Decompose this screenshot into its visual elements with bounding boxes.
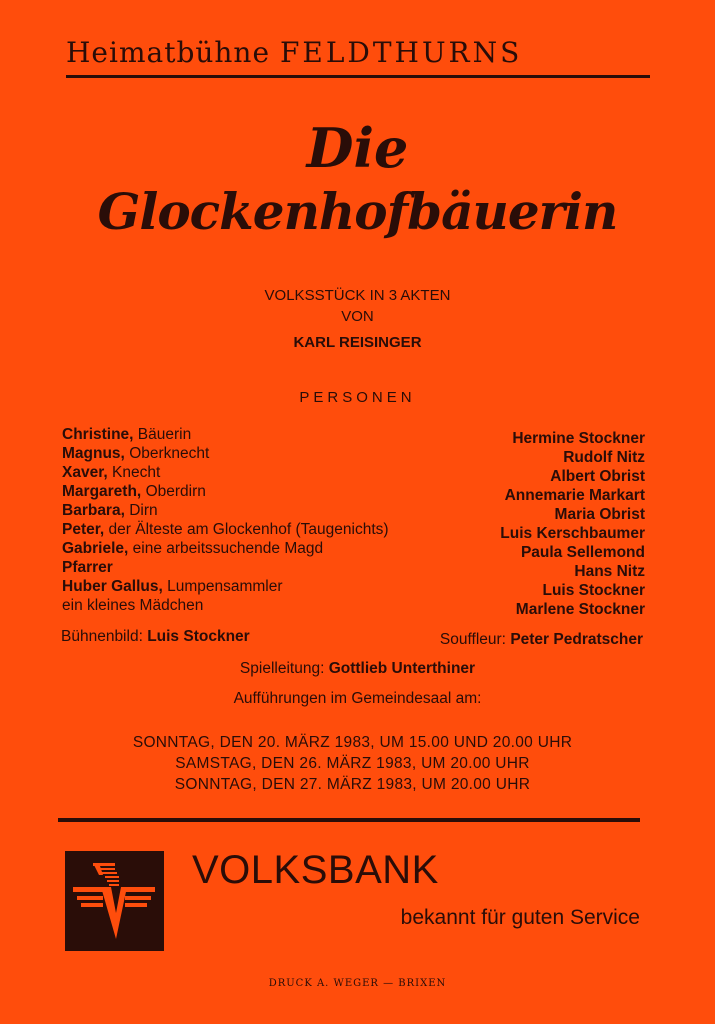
- role-desc: Dirn: [129, 502, 158, 519]
- director-name: Gottlieb Unterthiner: [328, 660, 476, 677]
- performance-date: SONNTAG, DEN 27. MÄRZ 1983, UM 20.00 UHR: [174, 776, 531, 793]
- role-row: [62, 558, 389, 577]
- performances-intro: Aufführungen im Gemeindesaal am:: [233, 690, 482, 707]
- actor-name: Marlene Stockner: [515, 601, 645, 618]
- role-desc: Lumpensammler: [167, 578, 283, 595]
- role-desc: Oberknecht: [129, 445, 210, 462]
- eagle-v-icon: [65, 851, 164, 951]
- stage-design-label: Bühnenbild:: [61, 628, 143, 645]
- stage-design-credit: [61, 628, 250, 646]
- director-label: Spielleitung:: [239, 660, 325, 677]
- prompter-credit: [440, 631, 643, 649]
- role-name: Magnus,: [62, 445, 125, 462]
- role-row: [62, 482, 389, 501]
- actor-name: Albert Obrist: [550, 468, 645, 485]
- actor-name: Hermine Stockner: [512, 430, 645, 447]
- role-row: [62, 463, 389, 482]
- performance-dates: [0, 732, 710, 795]
- play-title-line1: Die: [306, 116, 409, 180]
- stage-design-name: Luis Stockner: [147, 628, 250, 645]
- role-row: [62, 501, 389, 520]
- roles-list: [62, 425, 389, 615]
- actor-name: Luis Stockner: [542, 582, 645, 599]
- performance-date: SONNTAG, DEN 20. MÄRZ 1983, UM 15.00 UND 20.00 UHR: [132, 734, 573, 751]
- role-name: Xaver,: [62, 464, 108, 481]
- theatre-header: [66, 36, 656, 69]
- prompter-name: Peter Pedratscher: [510, 631, 643, 648]
- actor-name: Annemarie Markart: [504, 487, 645, 504]
- actor-name: Maria Obrist: [554, 506, 645, 523]
- volksbank-logo-icon: [65, 851, 164, 951]
- actor-name: Paula Sellemond: [520, 544, 645, 561]
- sponsor-name: VOLKSBANK: [192, 848, 439, 892]
- actor-name: Rudolf Nitz: [563, 449, 645, 466]
- role-name: Margareth,: [62, 483, 142, 500]
- role-row: [62, 520, 389, 539]
- prompter-label: Souffleur:: [439, 631, 506, 648]
- theatre-place: FELDTHURNS: [279, 36, 523, 69]
- role-row: [62, 425, 389, 444]
- role-desc: Knecht: [112, 464, 161, 481]
- role-name: Barbara,: [62, 502, 125, 519]
- sponsor-slogan: bekannt für guten Service: [400, 906, 640, 929]
- role-name: Christine,: [62, 426, 134, 443]
- header-rule: [66, 75, 650, 78]
- role-row: [62, 444, 389, 463]
- role-row: [62, 596, 389, 615]
- role-row: [62, 539, 389, 558]
- footer-rule: [58, 818, 640, 822]
- performance-date: SAMSTAG, DEN 26. MÄRZ 1983, UM 20.00 UHR: [175, 755, 530, 772]
- by-label: VON: [341, 308, 374, 325]
- director-credit: [0, 660, 715, 678]
- role-name: Huber Gallus,: [62, 578, 163, 595]
- role-desc: eine arbeitssuchende Magd: [132, 540, 324, 557]
- theatre-prefix: Heimatbühne: [66, 36, 271, 69]
- actor-name: Hans Nitz: [574, 563, 645, 580]
- actors-list: [500, 429, 645, 619]
- role-desc: Bäuerin: [137, 426, 192, 443]
- role-desc: ein kleines Mädchen: [62, 597, 204, 614]
- role-name: Peter,: [62, 521, 105, 538]
- actor-name: Luis Kerschbaumer: [500, 525, 645, 542]
- printer-credit: DRUCK A. WEGER — BRIXEN: [268, 978, 447, 989]
- cast-heading: PERSONEN: [299, 389, 416, 406]
- role-name: Gabriele,: [62, 540, 129, 557]
- play-title-line2: Glockenhofbäuerin: [97, 182, 618, 241]
- role-name: Pfarrer: [62, 559, 113, 576]
- role-row: [62, 577, 389, 596]
- author: KARL REISINGER: [293, 334, 422, 351]
- role-desc: Oberdirn: [145, 483, 206, 500]
- genre: VOLKSSTÜCK IN 3 AKTEN: [264, 287, 451, 304]
- role-desc: der Älteste am Glockenhof (Taugenichts): [108, 521, 389, 538]
